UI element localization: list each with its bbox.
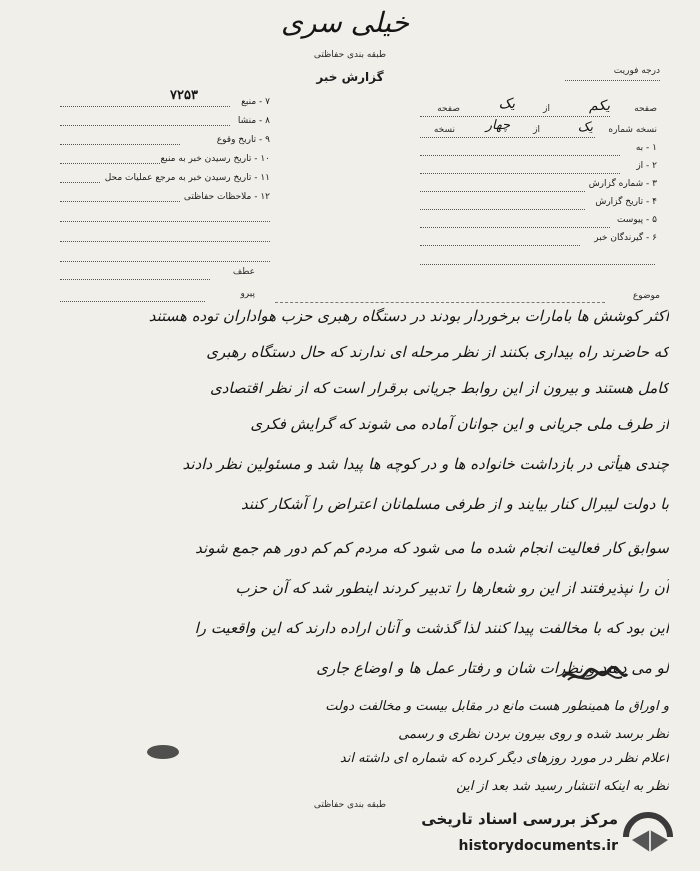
field-line <box>420 227 610 228</box>
field-source: ۷ - منبع <box>241 97 270 107</box>
copy-row-label: نسخه شماره <box>608 125 657 135</box>
body-line: چندی هیأتی در بازداشت خانواده ها و در کوچه ها پیدا شد و مسئولین نظر دادند <box>182 455 669 473</box>
field-line <box>420 155 620 156</box>
field-line <box>420 245 580 246</box>
field-event-date: ۹ - تاریخ وقوع <box>216 135 270 145</box>
field-to: ۱ - به <box>635 143 657 153</box>
bottom-security-stamp: طبقه بندی حفاظتی <box>313 800 387 810</box>
ink-blot <box>143 742 183 762</box>
field-report-number: ۳ - شماره گزارش <box>588 179 657 189</box>
classification-stamp: خیلی سری <box>280 6 410 39</box>
body-line: نظر به اینکه انتشار رسید شد بعد از این <box>456 779 669 794</box>
priority-label: درجه فوریت <box>613 66 660 76</box>
document-number: ۷۲۵۳ <box>170 88 198 103</box>
body-line: لو می دهند و نظرات شان و رفتار عمل ها و اوضاع جاری <box>316 659 669 677</box>
body-line: و اوراق ما همینطور هست مانع در مقابل بیست و مخالفت دولت <box>325 699 669 714</box>
field-line <box>60 261 270 262</box>
field-line <box>420 173 620 174</box>
body-line: نظر برسد شده و روی بیرون بردن نظری و رسمی <box>398 727 669 742</box>
field-attachment: ۵ - پیوست <box>616 215 657 225</box>
field-line <box>420 191 585 192</box>
page-row-from: از <box>543 104 550 114</box>
body-line: سوابق کار فعالیت انجام شده ما می شود که مردم کم کم دور هم جمع شوند <box>195 539 669 557</box>
priority-line <box>565 80 660 81</box>
page-row-line <box>420 116 610 117</box>
copy-row-total: چهار <box>485 118 510 133</box>
body-line: اعلام نظر در مورد روزهای دیگر کرده که شماره ای داشته اند <box>339 751 669 766</box>
stylized-book-logo-icon <box>620 810 686 864</box>
copy-row-suffix: نسخه <box>433 125 455 135</box>
footer-url: historydocuments.ir <box>458 838 618 854</box>
page-row-total: یک <box>498 96 515 112</box>
body-line: با دولت لیبرال کنار بیایند و از طرفی مسلمانان اعتراض را آشکار کنند <box>241 495 669 513</box>
field-news-to-local-date: ۱۱ - تاریخ رسیدن خبر به مرجع عملیات محل <box>104 173 270 183</box>
peyro-label: پیرو <box>240 289 255 299</box>
body-line: آن را نپذیرفتند از این رو شعارها را تدبیر کردند اینطور شد که آن حزب <box>235 579 669 597</box>
copy-row-value: یک <box>577 120 593 135</box>
field-recipients: ۶ - گیرندگان خبر <box>594 233 657 243</box>
peyro-line <box>60 301 205 302</box>
page-row-value: یکم <box>589 98 610 114</box>
body-line: کامل هستند و بیرون از این روابط جریانی برقرار است که از نظر اقتصادی <box>210 379 669 397</box>
body-line: اکثر کوشش ها بامارات برخوردار بودند در دستگاه رهبری حزب هواداران توده هستند <box>148 307 669 325</box>
field-report-date: ۴ - تاریخ گزارش <box>595 197 657 207</box>
field-from: ۲ - از <box>636 161 657 171</box>
page-row-label: صفحه <box>634 104 657 114</box>
atf-line <box>60 279 210 280</box>
footer-org-name: مرکز بررسی اسناد تاریخی <box>421 810 618 828</box>
body-line: که حاضرند راه بیداری بکنند از نظر مرحله ای ندارند که حال دستگاه رهبری <box>206 343 669 361</box>
body-line: از طرف ملی جریانی و این جوانان آماده می شوند که گرایش فکری <box>250 415 669 433</box>
copy-row-line <box>420 137 595 138</box>
field-line <box>60 201 180 202</box>
field-line <box>60 221 270 222</box>
body-line: این بود که با مخالفت پیدا کنند لذا گذشت و آنان اراده دارند که این واقعیت را <box>194 619 669 637</box>
copy-row-from: از <box>533 125 540 135</box>
field-line <box>60 144 180 145</box>
subject-line <box>275 302 605 303</box>
field-line <box>420 209 585 210</box>
security-class-label: طبقه بندی حفاظتی <box>313 50 387 60</box>
report-title: گزارش خبر <box>316 70 384 84</box>
field-line <box>60 241 270 242</box>
ink-scribble <box>560 665 630 687</box>
field-news-to-source-date: ۱۰ - تاریخ رسیدن خبر به منبع <box>160 154 270 164</box>
field-origin: ۸ - منشا <box>237 116 270 126</box>
subject-label: موضوع <box>632 291 660 301</box>
atf-label: عطف <box>232 267 255 277</box>
field-security-notes: ۱۲ - ملاحظات حفاظتی <box>183 192 270 202</box>
field-line <box>420 264 655 265</box>
page-row-suffix: صفحه <box>437 104 460 114</box>
